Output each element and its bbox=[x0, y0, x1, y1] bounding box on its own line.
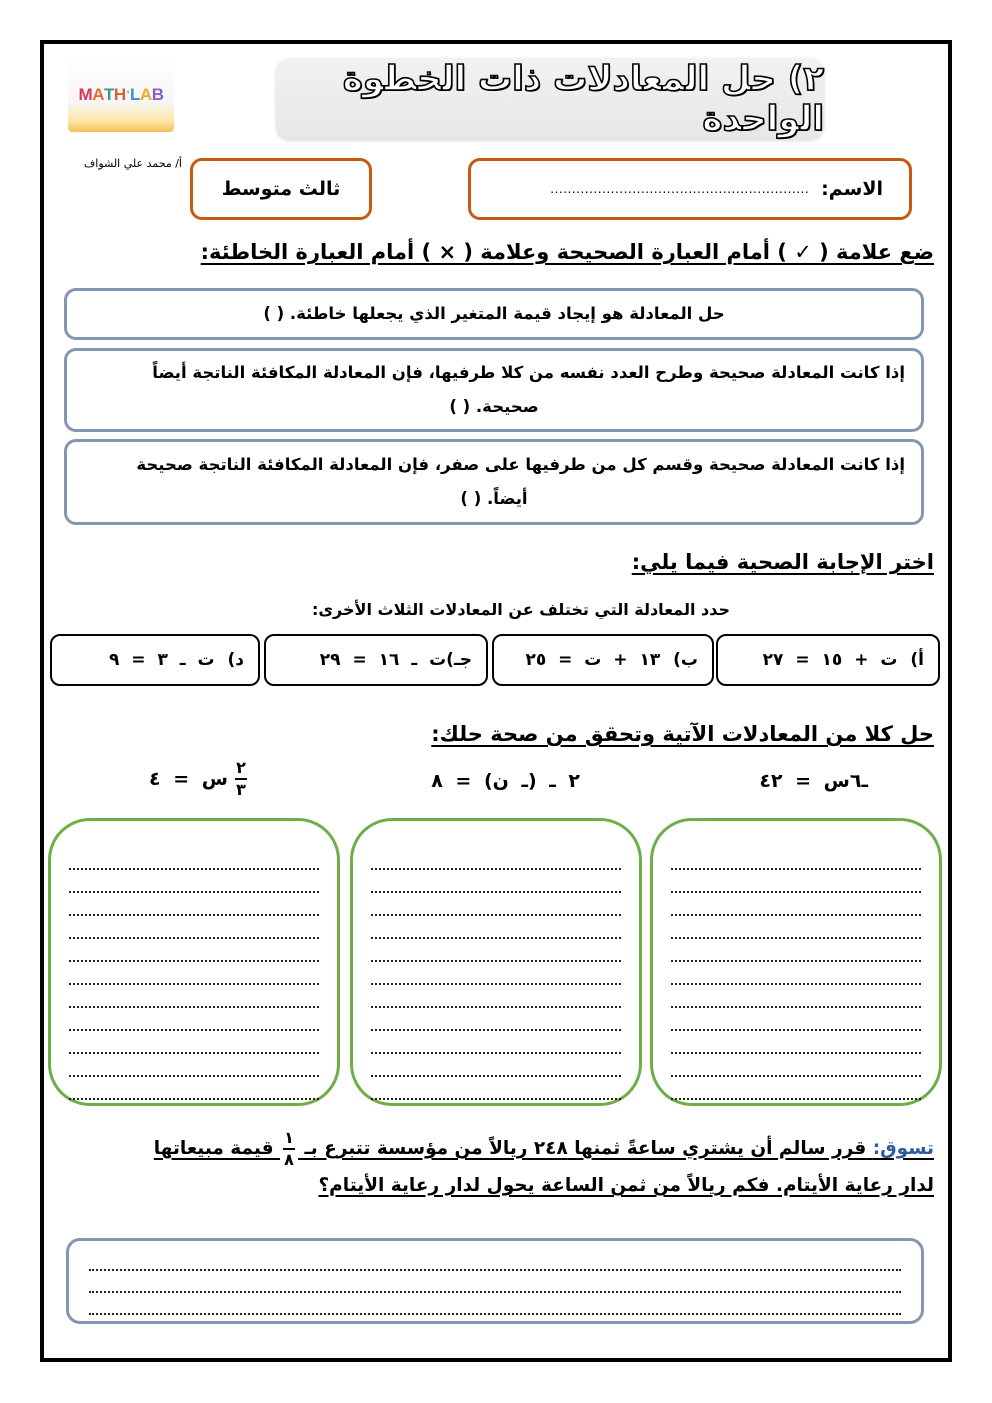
fraction bbox=[235, 760, 247, 798]
option-equation: ١٣ + ت = ٢٥ bbox=[525, 650, 661, 670]
denominator: ٨ bbox=[284, 1150, 294, 1169]
statement-text: حل المعادلة هو إيجاد قيمة المتغير الذي يجعلها خاطئة. ( ) bbox=[263, 304, 725, 323]
problem-text-1: قرر سالم أن يشتري ساعةً ثمنها ٢٤٨ ريالاً من مؤسسة تتبرع بـ bbox=[304, 1138, 867, 1159]
name-box bbox=[468, 158, 912, 220]
statement-text-line2: صحيحة. ( ) bbox=[449, 397, 539, 416]
statement-text-line1: إذا كانت المعادلة صحيحة وطرح العدد نفسه من كلا طرفيها، فإن المعادلة المكافئة الناتجة أيضاً bbox=[152, 363, 905, 382]
work-box-2[interactable] bbox=[350, 818, 642, 1106]
grade-box bbox=[190, 158, 372, 220]
name-field[interactable]: ............................................................ bbox=[550, 182, 810, 196]
problem-text-2: قيمة مبيعاتها bbox=[153, 1138, 274, 1159]
option-c[interactable] bbox=[264, 634, 488, 686]
word-problem bbox=[58, 1130, 934, 1204]
statement-1 bbox=[64, 288, 924, 340]
title-banner bbox=[276, 58, 824, 140]
numerator: ١ bbox=[284, 1128, 294, 1147]
option-a[interactable] bbox=[716, 634, 940, 686]
equation-text: ـ٦س = ٤٢ bbox=[759, 770, 868, 792]
equation-text: ٢ ـ (ـ ن) = ٨ bbox=[431, 770, 580, 792]
work-box-3[interactable] bbox=[48, 818, 340, 1106]
option-label: د) bbox=[227, 650, 244, 670]
author-name: أ/ محمد علي الشواف bbox=[83, 157, 182, 170]
problem-label: تسوق: bbox=[872, 1138, 934, 1159]
statement-2 bbox=[64, 348, 924, 432]
problem-text-3: لدار رعاية الأيتام. فكم ريالاً من ثمن الساعة يحول لدار رعاية الأيتام؟ bbox=[318, 1175, 934, 1196]
equation-2 bbox=[431, 770, 580, 792]
statement-3 bbox=[64, 439, 924, 525]
answer-box[interactable] bbox=[66, 1238, 924, 1324]
work-box-1[interactable] bbox=[650, 818, 942, 1106]
equation-1 bbox=[759, 770, 868, 792]
option-equation: ت ـ ٣ = ٩ bbox=[108, 650, 215, 670]
section-true-false-title: ضع علامة ( ✓ ) أمام العبارة الصحيحة وعلامة ( × ) أمام العبارة الخاطئة: bbox=[200, 240, 934, 264]
denominator: ٣ bbox=[236, 780, 246, 799]
fraction bbox=[283, 1130, 295, 1168]
option-d[interactable] bbox=[50, 634, 260, 686]
option-equation: ت ـ ١٦ = ٢٩ bbox=[319, 650, 447, 670]
mc-question: حدد المعادلة التي تختلف عن المعادلات الثلاث الأخرى: bbox=[311, 600, 730, 619]
equation-text: س = ٤ bbox=[149, 768, 228, 790]
page-title: ٢) حل المعادلات ذات الخطوة الواحدة bbox=[342, 59, 824, 139]
numerator: ٢ bbox=[236, 758, 246, 777]
name-label: الاسم: bbox=[821, 178, 883, 200]
equation-3 bbox=[149, 760, 250, 798]
statement-text-line1: إذا كانت المعادلة صحيحة وقسم كل من طرفيها على صفر، فإن المعادلة المكافئة الناتجة صحيحة bbox=[136, 455, 905, 474]
option-label: جـ) bbox=[446, 650, 472, 670]
section-solve-title: حل كلا من المعادلات الآتية وتحقق من صحة حلك: bbox=[431, 722, 934, 746]
option-equation: ت + ١٥ = ٢٧ bbox=[762, 650, 898, 670]
section-multiple-choice-title: اختر الإجابة الصحية فيما يلي: bbox=[631, 550, 934, 574]
grade-label: ثالث متوسط bbox=[221, 178, 341, 200]
option-label: أ) bbox=[910, 650, 924, 670]
option-b[interactable] bbox=[492, 634, 714, 686]
option-label: ب) bbox=[673, 650, 698, 670]
statement-text-line2: أيضاً. ( ) bbox=[460, 489, 528, 508]
math-lab-logo: M A T H ' L A B bbox=[68, 58, 174, 132]
